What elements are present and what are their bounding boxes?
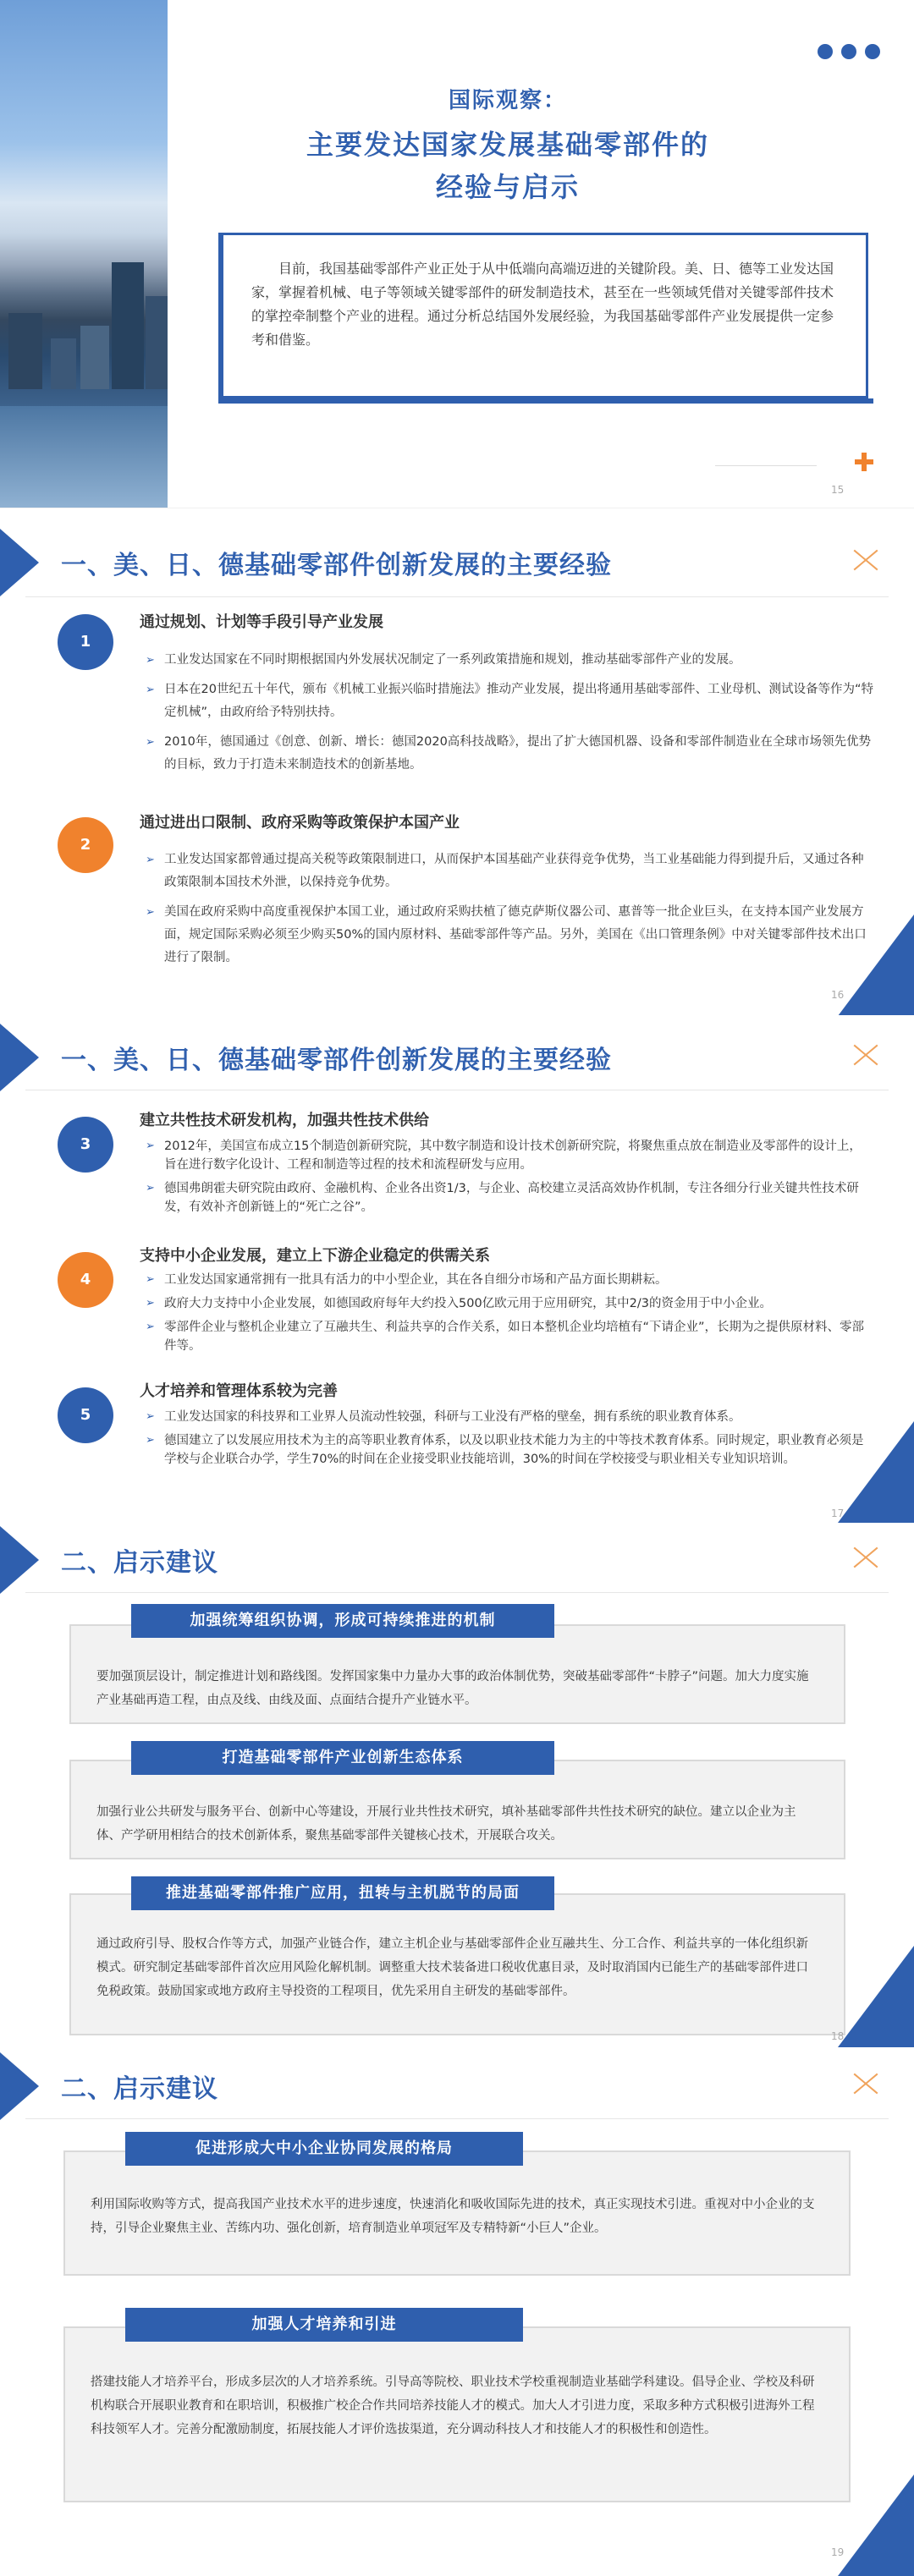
bullet-list xyxy=(146,1408,873,1474)
section-marker xyxy=(0,529,39,596)
section-marker xyxy=(0,2052,39,2120)
close-x-icon xyxy=(851,1545,880,1568)
title-line-3: 经验与启示 xyxy=(435,171,580,203)
list-item: ➢ 零部件企业与整机企业建立了互融共生、利益共享的合作关系，如日本整机企业均培植有“下请企业”，长期为之提供原材料、零部件等。 xyxy=(146,1318,873,1355)
bullet-list xyxy=(146,849,873,976)
page-number: 16 xyxy=(831,989,845,1001)
section-divider xyxy=(25,1592,889,1593)
section-divider xyxy=(25,596,889,597)
list-item: ➢ 政府大力支持中小企业发展，如德国政府每年大约投入500亿欧元用于应用研究，其中2/3的资金用于中小企业。 xyxy=(146,1294,873,1313)
suggestion-text: 通过政府引导、股权合作等方式，加强产业链合作，建立主机企业与基础零部件企业互融共生、分工合作、利益共享的一体化组织新模式。研究制定基础零部件首次应用风险化解机制。调整重大技术装备进口税收优惠目录，及时取消国内已能生产的基础零部件进口免税政策。鼓励国家或地方政府主导投资的工程项目，优先采用自主研发的基础零部件。 xyxy=(96,1937,808,1998)
suggestion-text: 加强行业公共研发与服务平台、创新中心等建设，开展行业共性技术研究，填补基础零部件共性技术研究的缺位。建立以企业为主体、产学研用相结合的技术创新体系，聚焦基础零部件关键核心技术，开展联合攻关。 xyxy=(96,1805,796,1843)
suggestion-box xyxy=(69,1893,845,2035)
page-experience-1 xyxy=(0,508,914,1015)
section-divider xyxy=(25,2118,889,2119)
corner-triangle xyxy=(838,915,914,1015)
section-title: 一、美、日、德基础零部件创新发展的主要经验 xyxy=(61,551,612,580)
title-line-2: 主要发达国家发展基础零部件的 xyxy=(306,129,709,161)
suggestion-heading: 推进基础零部件推广应用，扭转与主机脱节的局面 xyxy=(131,1876,554,1910)
item-title: 建立共性技术研发机构，加强共性技术供给 xyxy=(140,1112,429,1129)
section-title: 二、启示建议 xyxy=(61,2074,218,2104)
bullet-list xyxy=(146,1271,873,1360)
suggestion-heading: 加强人才培养和引进 xyxy=(125,2308,523,2342)
page-number: 17 xyxy=(831,1508,845,1519)
list-item: ➢ 美国在政府采购中高度重视保护本国工业，通过政府采购扶植了德克萨斯仪器公司、惠普等一批企业巨头，在支持本国产业发展方面，规定国际采购必须至少购买50%的国内原材料、基础零部件等产品。另外，美国在《出口管理条例》中对关键零部件技术出口进行了限制。 xyxy=(146,901,873,969)
list-item: ➢ 日本在20世纪五十年代，颁布《机械工业振兴临时措施法》推动产业发展，提出将通用基础零部件、工业母机、测试设备等作为“特定机械”，由政府给予特别扶持。 xyxy=(146,678,873,724)
close-x-icon xyxy=(851,1042,880,1066)
page-number: 19 xyxy=(831,2546,845,2558)
page-number: 18 xyxy=(831,2030,845,2042)
bullet-list xyxy=(146,649,873,783)
item-number-badge: 2 xyxy=(58,817,113,873)
bullet-list xyxy=(146,1137,873,1222)
title-line-1: 国际观察： xyxy=(448,88,567,113)
list-item: ➢ 工业发达国家的科技界和工业界人员流动性较强，科研与工业没有严格的壁垒，拥有系统的职业教育体系。 xyxy=(146,1408,873,1426)
close-x-icon xyxy=(851,2071,880,2095)
suggestion-box xyxy=(63,2150,851,2276)
item-number-badge: 3 xyxy=(58,1117,113,1173)
intro-text: 目前，我国基础零部件产业正处于从中低端向高端迈进的关键阶段。美、日、德等工业发达国家，掌握着机械、电子等领域关键零部件的研发制造技术，甚至在一些领域凭借对关键零部件技术的掌控牵制整个产业的进程。通过分析总结国外发展经验，为我国基础零部件产业发展提供一定参考和借鉴。 xyxy=(251,261,834,348)
list-item: ➢ 工业发达国家都曾通过提高关税等政策限制进口，从而保护本国基础产业获得竞争优势，当工业基础能力得到提升后，又通过各种政策限制本国技术外泄，以保持竞争优势。 xyxy=(146,849,873,894)
suggestion-box xyxy=(63,2326,851,2502)
item-title: 人才培养和管理体系较为完善 xyxy=(140,1382,338,1400)
corner-triangle xyxy=(838,2474,914,2576)
suggestion-box xyxy=(69,1624,845,1724)
suggestion-heading: 促进形成大中小企业协同发展的格局 xyxy=(125,2132,523,2166)
item-title: 通过规划、计划等手段引导产业发展 xyxy=(140,613,383,631)
list-item: ➢ 工业发达国家通常拥有一批具有活力的中小型企业，其在各自细分市场和产品方面长期耕耘。 xyxy=(146,1271,873,1289)
item-title: 通过进出口限制、政府采购等政策保护本国产业 xyxy=(140,814,460,832)
item-number-badge: 1 xyxy=(58,614,113,670)
divider-line xyxy=(715,465,817,466)
page-cover xyxy=(0,0,914,508)
section-title: 二、启示建议 xyxy=(61,1548,218,1578)
close-x-icon xyxy=(851,547,880,571)
city-skyline-photo xyxy=(0,0,168,508)
list-item: ➢ 德国建立了以发展应用技术为主的高等职业教育体系，以及以职业技术能力为主的中等技术教育体系。同时规定，职业教育必须是学校与企业联合办学，学生70%的时间在企业接受职业技能培训，30%的时间在学校接受与职业相关专业知识培训。 xyxy=(146,1431,873,1469)
page-suggestions-2 xyxy=(0,2047,914,2576)
list-item: ➢ 2010年，德国通过《创意、创新、增长：德国2020高科技战略》，提出了扩大德国机器、设备和零部件制造业在全球市场领先优势的目标，致力于打造未来制造技术的创新基地。 xyxy=(146,731,873,777)
corner-triangle xyxy=(838,1946,914,2047)
item-title: 支持中小企业发展，建立上下游企业稳定的供需关系 xyxy=(140,1247,490,1265)
intro-box xyxy=(218,233,868,398)
page-suggestions-1 xyxy=(0,1523,914,2047)
section-marker xyxy=(0,1024,39,1091)
plus-icon xyxy=(855,453,873,471)
suggestion-heading: 加强统筹组织协调，形成可持续推进的机制 xyxy=(131,1604,554,1638)
suggestion-text: 搭建技能人才培养平台，形成多层次的人才培养系统。引导高等院校、职业技术学校重视制造业基础学科建设。倡导企业、学校及科研机构联合开展职业教育和在职培训，积极推广校企合作共同培养技能人才的模式。加大人才引进力度，采取多种方式积极引进海外工程科技领军人才。完善分配激励制度，拓展技能人才评价选拔渠道，充分调动科技人才和技能人才的积极性和创造性。 xyxy=(91,2376,815,2436)
corner-triangle xyxy=(838,1421,914,1523)
list-item: ➢ 2012年，美国宣布成立15个制造创新研究院，其中数字制造和设计技术创新研究院，将聚焦重点放在制造业及零部件的设计上，旨在进行数字化设计、工程和制造等过程的技术和流程研发与应用。 xyxy=(146,1137,873,1174)
suggestion-text: 要加强顶层设计，制定推进计划和路线图。发挥国家集中力量办大事的政治体制优势，突破基础零部件“卡脖子”问题。加大力度实施产业基础再造工程，由点及线、由线及面、点面结合提升产业链水平。 xyxy=(96,1670,809,1707)
suggestion-heading: 打造基础零部件产业创新生态体系 xyxy=(131,1741,554,1775)
list-item: ➢ 德国弗朗霍夫研究院由政府、金融机构、企业各出资1/3，与企业、高校建立灵活高效协作机制，专注各细分行业关键共性技术研发，有效补齐创新链上的“死亡之谷”。 xyxy=(146,1179,873,1217)
list-item: ➢ 工业发达国家在不同时期根据国内外发展状况制定了一系列政策措施和规划，推动基础零部件产业的发展。 xyxy=(146,649,873,672)
menu-dots-icon[interactable] xyxy=(809,44,880,63)
page-experience-2 xyxy=(0,1015,914,1523)
item-number-badge: 4 xyxy=(58,1252,113,1308)
suggestion-text: 利用国际收购等方式，提高我国产业技术水平的进步速度，快速消化和吸收国际先进的技术，真正实现技术引进。重视对中小企业的支持，引导企业聚焦主业、苦练内功、强化创新，培育制造业单项冠军及专精特新“小巨人”企业。 xyxy=(91,2198,815,2235)
page-number: 15 xyxy=(831,484,845,496)
section-title: 一、美、日、德基础零部件创新发展的主要经验 xyxy=(61,1046,612,1075)
section-marker xyxy=(0,1526,39,1594)
item-number-badge: 5 xyxy=(58,1387,113,1443)
